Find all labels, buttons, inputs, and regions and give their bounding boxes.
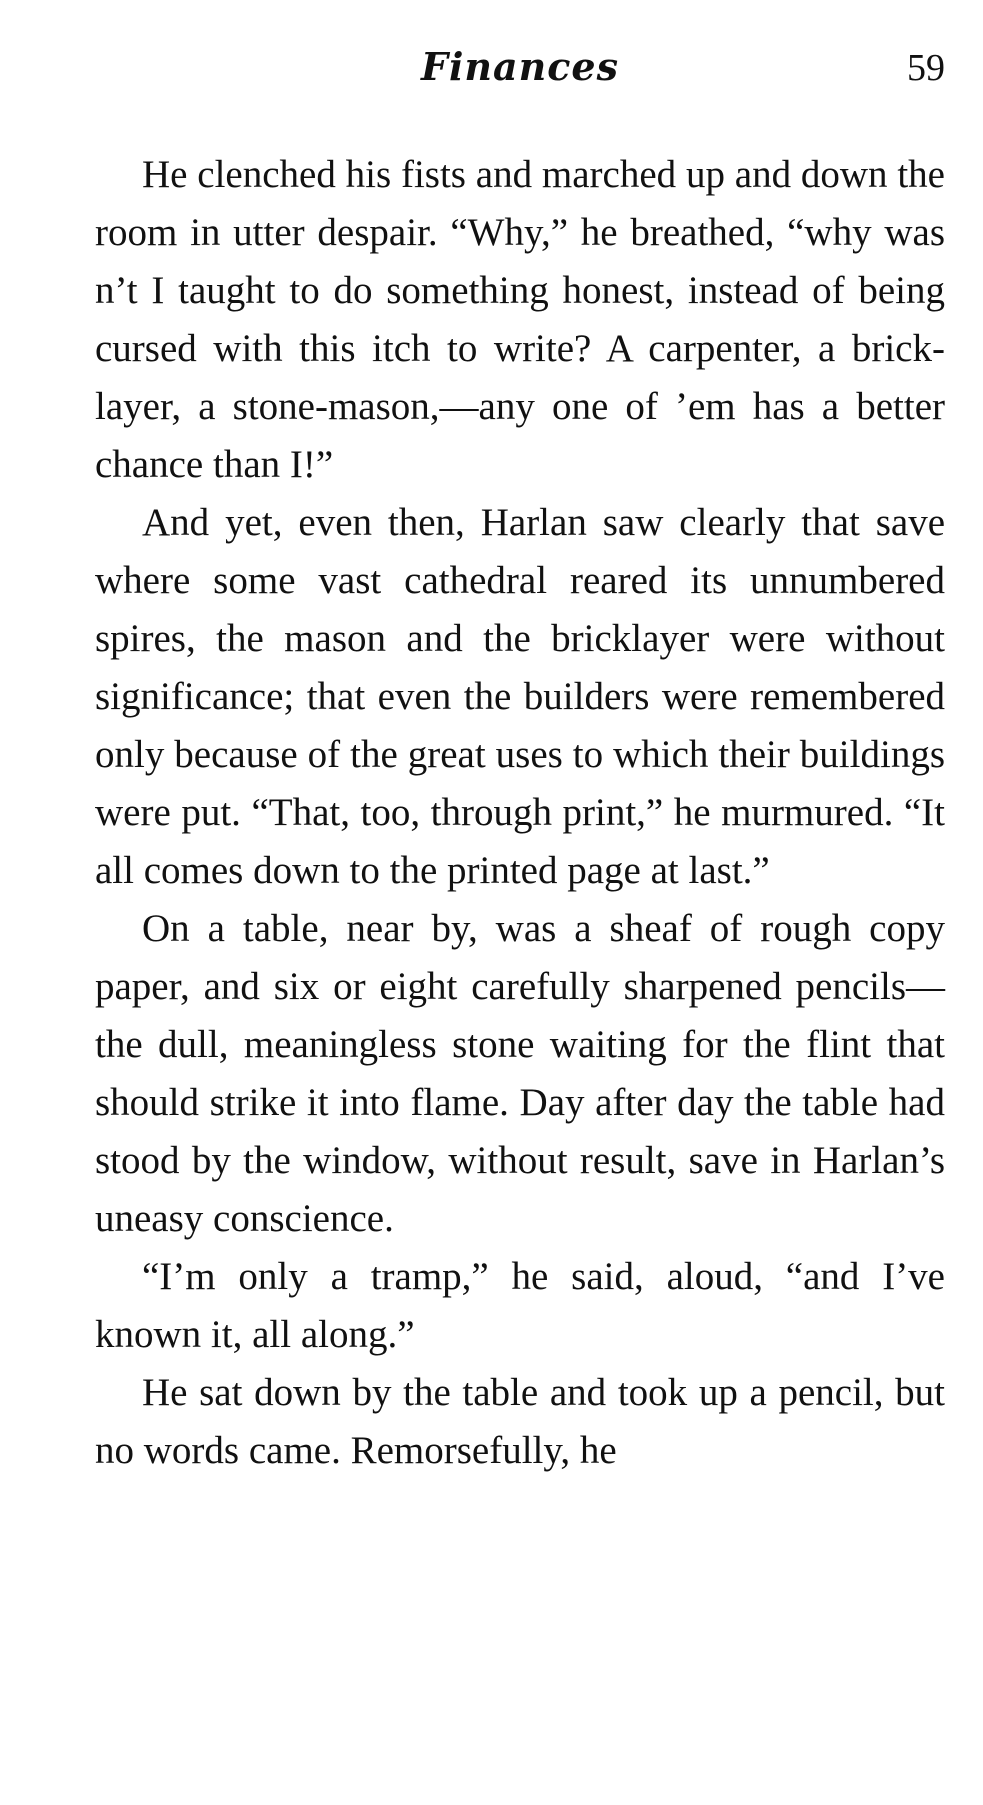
body-text — [95, 146, 945, 1480]
paragraph-3: On a table, near by, was a sheaf of rough copy paper, and six or eight carefully sharpened pencils—the dull, meaningless stone waiting for the flint that should strike it into flame. Day after day the table had stood by the window, without result, save in Harlan’s uneasy conscience. — [95, 907, 945, 1240]
paragraph-2: And yet, even then, Harlan saw clearly that save where some vast cathedral reared its unnumbered spires, the mason and the bricklayer were without significance; that even the builders were remembered only because of the great uses to which their buildings were put. “That, too, through print,” he murmured. “It all comes down to the printed page at last.” — [95, 501, 945, 892]
paragraph-4: “I’m only a tramp,” he said, aloud, “and I’ve known it, all along.” — [95, 1255, 945, 1356]
paragraph-5: He sat down by the table and took up a pencil, but no words came. Remorsefully, he — [95, 1371, 945, 1472]
running-title: Finances — [421, 44, 619, 89]
paragraph-1: He clenched his fists and marched up and down the room in utter despair. “Why,” he breathed, “why was n’t I taught to do something honest, instead of being cursed with this itch to write? A carpenter, a bricklayer, a stone-mason,—any one of ’em has a better chance than I!” — [95, 153, 945, 486]
page-number: 59 — [907, 47, 945, 89]
running-head — [95, 44, 945, 104]
